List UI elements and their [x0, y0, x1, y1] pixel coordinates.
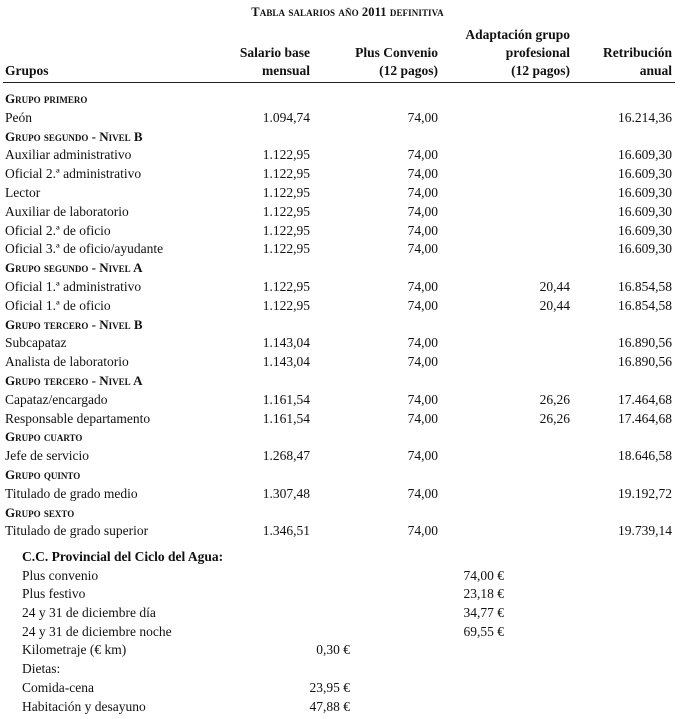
- header-adaptacion-line2: profesional: [505, 45, 570, 60]
- provincial-value: 0,30 €: [316, 642, 350, 658]
- row-label: Subcapataz: [5, 335, 67, 351]
- provincial-row: [0, 567, 695, 586]
- cell-salario: 1.161,54: [262, 410, 310, 426]
- group-header-row: [0, 128, 695, 147]
- cell-salario: 1.307,48: [262, 485, 310, 501]
- header-grupos: Grupos: [5, 63, 49, 78]
- cell-salario: 1.122,95: [262, 203, 310, 219]
- cell-retribucion: 19.192,72: [618, 485, 672, 501]
- provincial-value: 74,00 €: [463, 567, 504, 583]
- table-row: [0, 297, 695, 316]
- cell-retribucion: 16.214,36: [618, 109, 672, 125]
- cell-plus: 74,00: [407, 410, 438, 426]
- cell-plus: 74,00: [407, 448, 438, 464]
- table-title: Tabla salarios año 2011 definitiva: [251, 5, 444, 19]
- header-divider: [3, 82, 675, 83]
- cell-salario: 1.122,95: [262, 241, 310, 257]
- cell-salario: 1.122,95: [262, 222, 310, 238]
- cell-retribucion: 18.646,58: [618, 448, 672, 464]
- group-header-row: [0, 466, 695, 485]
- cell-salario: 1.094,74: [262, 109, 310, 125]
- provincial-title: C.C. Provincial del Ciclo del Agua:: [22, 549, 224, 564]
- row-label: Oficial 2.ª de oficio: [5, 222, 111, 238]
- table-row: [0, 109, 695, 128]
- table-row: [0, 222, 695, 241]
- cell-salario: 1.122,95: [262, 184, 310, 200]
- table-row: [0, 240, 695, 259]
- cell-retribucion: 16.609,30: [618, 147, 672, 163]
- table-row: [0, 410, 695, 429]
- cell-plus: 74,00: [407, 184, 438, 200]
- row-label: Auxiliar administrativo: [5, 147, 132, 163]
- cell-plus: 74,00: [407, 109, 438, 125]
- header-plus-line2: (12 pagos): [379, 63, 438, 78]
- group-header-row: [0, 372, 695, 391]
- cell-plus: 74,00: [407, 241, 438, 257]
- group-label: Grupo tercero - Nivel B: [5, 316, 143, 332]
- provincial-row: [0, 641, 695, 660]
- group-header-row: [0, 259, 695, 278]
- row-label: Oficial 2.ª administrativo: [5, 166, 142, 182]
- provincial-row: [0, 698, 695, 717]
- table-row: [0, 485, 695, 504]
- row-label: Peón: [5, 109, 32, 125]
- provincial-label: 24 y 31 de diciembre día: [22, 605, 156, 621]
- provincial-title-row: [0, 548, 695, 567]
- cell-retribucion: 19.739,14: [618, 523, 672, 539]
- provincial-row: [0, 623, 695, 642]
- cell-adaptacion: 26,26: [539, 410, 570, 426]
- cell-salario: 1.268,47: [262, 448, 310, 464]
- group-label: Grupo cuarto: [5, 429, 83, 445]
- provincial-value: 47,88 €: [309, 698, 350, 714]
- header-retribucion-line1: Retribución: [603, 45, 672, 60]
- cell-plus: 74,00: [407, 485, 438, 501]
- cell-salario: 1.143,04: [262, 354, 310, 370]
- cell-retribucion: 16.854,58: [618, 278, 672, 294]
- header-plus: [320, 44, 438, 80]
- provincial-label: Dietas:: [22, 661, 61, 677]
- table-row: [0, 146, 695, 165]
- cell-salario: 1.122,95: [262, 297, 310, 313]
- header-retribucion-line2: anual: [639, 63, 672, 78]
- group-header-row: [0, 428, 695, 447]
- table-row: [0, 203, 695, 222]
- cell-salario: 1.122,95: [262, 278, 310, 294]
- row-label: Titulado de grado superior: [5, 523, 149, 539]
- row-label: Jefe de servicio: [5, 448, 89, 464]
- provincial-label: Kilometraje (€ km): [22, 642, 127, 658]
- row-label: Oficial 1.ª administrativo: [5, 278, 142, 294]
- provincial-label: Plus convenio: [22, 567, 99, 583]
- cell-retribucion: 16.609,30: [618, 222, 672, 238]
- cell-retribucion: 16.609,30: [618, 184, 672, 200]
- header-adaptacion: [430, 26, 570, 80]
- cell-plus: 74,00: [407, 391, 438, 407]
- table-row: [0, 447, 695, 466]
- cell-retribucion: 17.464,68: [618, 410, 672, 426]
- provincial-row: [0, 660, 695, 679]
- provincial-label: Plus festivo: [22, 586, 86, 602]
- cell-plus: 74,00: [407, 354, 438, 370]
- header-adaptacion-line3: (12 pagos): [511, 63, 570, 78]
- header-retribucion: [570, 44, 672, 80]
- header-adaptacion-line1: Adaptación grupo: [465, 27, 570, 42]
- cell-retribucion: 16.854,58: [618, 297, 672, 313]
- table-row: [0, 184, 695, 203]
- table-row: [0, 391, 695, 410]
- header-salario-line2: mensual: [261, 63, 310, 78]
- cell-plus: 74,00: [407, 222, 438, 238]
- header-salario-line1: Salario base: [239, 45, 310, 60]
- cell-adaptacion: 26,26: [539, 391, 570, 407]
- cell-plus: 74,00: [407, 297, 438, 313]
- row-label: Lector: [5, 184, 41, 200]
- group-label: Grupo segundo - Nivel A: [5, 260, 143, 276]
- group-label: Grupo sexto: [5, 504, 75, 520]
- cell-salario: 1.161,54: [262, 391, 310, 407]
- provincial-value: 34,77 €: [463, 605, 504, 621]
- row-label: Responsable departamento: [5, 410, 151, 426]
- provincial-value: 69,55 €: [463, 623, 504, 639]
- cell-retribucion: 17.464,68: [618, 391, 672, 407]
- provincial-row: [0, 585, 695, 604]
- cell-retribucion: 16.609,30: [618, 166, 672, 182]
- table-row: [0, 353, 695, 372]
- cell-plus: 74,00: [407, 166, 438, 182]
- cell-plus: 74,00: [407, 203, 438, 219]
- cell-adaptacion: 20,44: [539, 278, 570, 294]
- cell-salario: 1.122,95: [262, 147, 310, 163]
- row-label: Auxiliar de laboratorio: [5, 203, 129, 219]
- cell-plus: 74,00: [407, 147, 438, 163]
- cell-salario: 1.143,04: [262, 335, 310, 351]
- cell-retribucion: 16.890,56: [618, 335, 672, 351]
- group-label: Grupo quinto: [5, 466, 81, 482]
- group-header-row: [0, 504, 695, 523]
- row-label: Analista de laboratorio: [5, 354, 129, 370]
- group-header-row: [0, 90, 695, 109]
- cell-adaptacion: 20,44: [539, 297, 570, 313]
- cell-retribucion: 16.609,30: [618, 203, 672, 219]
- cell-plus: 74,00: [407, 278, 438, 294]
- group-label: Grupo tercero - Nivel A: [5, 372, 143, 388]
- header-plus-line1: Plus Convenio: [355, 45, 438, 60]
- provincial-value: 23,95 €: [309, 679, 350, 695]
- salary-table-body: [0, 90, 695, 541]
- table-row: [0, 522, 695, 541]
- table-row: [0, 334, 695, 353]
- row-label: Capataz/encargado: [5, 391, 108, 407]
- provincial-row: [0, 604, 695, 623]
- table-row: [0, 165, 695, 184]
- row-label: Oficial 1.ª de oficio: [5, 297, 111, 313]
- cell-salario: 1.346,51: [262, 523, 310, 539]
- provincial-label: Habitación y desayuno: [22, 698, 146, 714]
- cell-retribucion: 16.609,30: [618, 241, 672, 257]
- row-label: Oficial 3.ª de oficio/ayudante: [5, 241, 164, 257]
- cell-retribucion: 16.890,56: [618, 354, 672, 370]
- group-header-row: [0, 316, 695, 335]
- group-label: Grupo segundo - Nivel B: [5, 128, 143, 144]
- table-row: [0, 278, 695, 297]
- group-label: Grupo primero: [5, 91, 88, 106]
- cell-salario: 1.122,95: [262, 166, 310, 182]
- provincial-label: Comida-cena: [22, 679, 94, 695]
- provincial-value: 23,18 €: [463, 586, 504, 602]
- provincial-label: 24 y 31 de diciembre noche: [22, 623, 172, 639]
- row-label: Titulado de grado medio: [5, 485, 138, 501]
- provincial-row: [0, 679, 695, 698]
- cell-plus: 74,00: [407, 523, 438, 539]
- provincial-section: [0, 548, 695, 716]
- header-salario: [200, 44, 310, 80]
- cell-plus: 74,00: [407, 335, 438, 351]
